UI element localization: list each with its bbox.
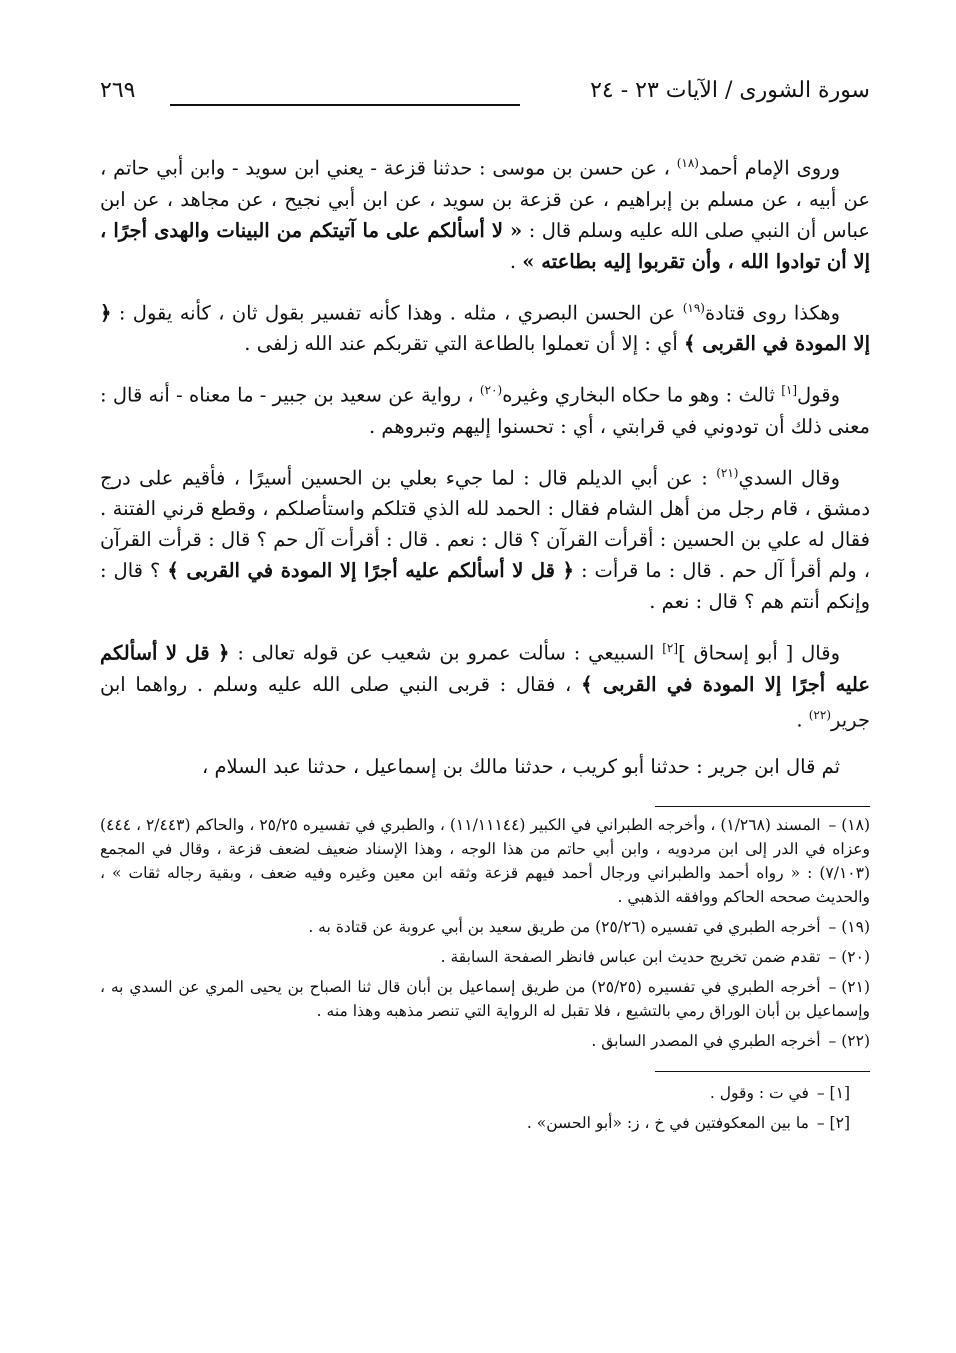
footnote-number: (٢٠) – xyxy=(828,948,870,966)
running-head xyxy=(100,78,870,118)
surah-heading: سورة الشورى / الآيات ٢٣ - ٢٤ xyxy=(590,78,870,103)
text-run: أي : إلا أن تعملوا بالطاعة التي تقربكم عند الله زلفى . xyxy=(244,332,685,355)
page-number: ٢٦٩ xyxy=(100,78,136,103)
hadith-quote: « لا أسألكم على ما آتيتكم من البينات والهدى أجرًا ، إلا أن توادوا الله ، وأن تقربوا إليه بطاعته » xyxy=(100,218,870,273)
footnote-ref: (١٩) xyxy=(682,300,705,315)
variants-divider xyxy=(655,1071,870,1072)
text-run: وروى الإمام أحمد xyxy=(698,156,841,180)
paragraph xyxy=(100,375,870,442)
variant-number: [٢] – xyxy=(816,1114,850,1132)
footnote-number: (٢١) – xyxy=(828,978,871,996)
variant-text: في ت : وقول . xyxy=(709,1084,809,1102)
text-run: وهكذا روى قتادة xyxy=(704,301,841,324)
variant-ref: [١] xyxy=(781,383,798,397)
footnote-number: (٢٢) – xyxy=(828,1032,870,1050)
footnote-text: أخرجه الطبري في تفسيره (٢٥/٢٥) من طريق إسماعيل بن أبان قال ثنا الصباح بن يحيى المري عن السدي به ، وإسماعيل بن أبان الوراق رمي بالتشيع ، فلا تقبل له الرواية التي تنصر مذهبه وهذا منه . xyxy=(100,978,870,1020)
paragraph xyxy=(100,458,870,618)
text-run: ثالث : وهو ما حكاه البخاري وغيره xyxy=(502,383,782,407)
quran-quote: ﴿ قل لا أسألكم عليه أجرًا إلا المودة في القربى ﴾ xyxy=(100,641,870,696)
manuscript-variants xyxy=(100,1080,870,1136)
quran-quote: ﴿ قل لا أسألكم عليه أجرًا إلا المودة في القربى ﴾ xyxy=(167,559,574,582)
footnote xyxy=(100,975,870,1023)
paragraph xyxy=(100,633,870,735)
text-run: ، رواية عن سعيد بن جبير - ما معناه - أنه قال : معنى ذلك أن تودوني في قرابتي ، أي : تحسنوا إليهم وتبروهم . xyxy=(100,383,870,438)
text-run: ؟ قال : وإنكم أنتم هم ؟ قال : نعم . xyxy=(100,559,870,613)
variant-text: ما بين المعكوفتين في خ ، ز: «أبو الحسن» . xyxy=(526,1114,809,1132)
footnote xyxy=(100,915,870,939)
footnote-text: تقدم ضمن تخريج حديث ابن عباس فانظر الصفحة السابقة . xyxy=(440,948,821,966)
text-run: وقال السدي xyxy=(738,466,840,489)
variant-note xyxy=(100,1110,870,1136)
text-run: . xyxy=(796,708,809,731)
text-run: وقول xyxy=(797,383,840,407)
footnote-ref: (٢٢) xyxy=(808,707,831,722)
paragraph xyxy=(100,148,870,277)
text-run: عن الحسن البصري ، مثله . وهذا كأنه تفسير بقول ثان ، كأنه يقول : xyxy=(111,301,683,324)
variant-ref: [٢] xyxy=(662,641,679,655)
variant-note xyxy=(100,1080,870,1106)
text-run: . xyxy=(509,249,523,273)
footnote xyxy=(100,945,870,969)
footnote-text: أخرجه الطبري في المصدر السابق . xyxy=(591,1032,821,1050)
text-run: وقال [ أبو إسحاق ] xyxy=(678,641,840,665)
text-run: ثم قال ابن جرير : حدثنا أبو كريب ، حدثنا مالك بن إسماعيل ، حدثنا عبد السلام ، xyxy=(201,755,840,778)
variant-number: [١] – xyxy=(816,1084,850,1102)
header-rule xyxy=(170,104,520,106)
footnotes-divider xyxy=(655,806,870,807)
footnote-ref: (٢١) xyxy=(716,465,739,480)
footnote-number: (١٩) – xyxy=(828,918,870,936)
text-run: : عن أبي الديلم قال : لما جيء بعلي بن الحسين أسيرًا ، فأقيم على درج دمشق ، قام رجل من أهل الشام فقال : الحمد لله الذي قتلكم واستأصلكم ، وقطع قرني الفتنة . فقال له علي بن الحسين : أقرأت القرآن ؟ قال : نعم . قال : أقرأت آل حم ؟ قال : قرأت القرآن ، ولم أقرأ آل حم . قال : ما قرأت : xyxy=(100,466,870,582)
book-page xyxy=(100,78,870,1140)
text-run: ، عن حسن بن موسى : حدثنا قزعة - يعني ابن سويد - وابن أبي حاتم ، عن أبيه ، عن مسلم بن إبراهيم ، عن قزعة بن سويد ، عن ابن أبي نجيح ، عن مجاهد ، عن ابن عباس أن النبي صلى الله عليه وسلم قال : xyxy=(100,156,871,242)
quran-quote: ﴿ إلا المودة في القربى ﴾ xyxy=(100,301,870,355)
paragraph xyxy=(100,751,870,782)
footnote-text: المسند (١/٢٦٨) ، وأخرجه الطبراني في الكبير (١١/١١١٤٤) ، والطبري في تفسيره ٢٥/٢٥ ، والحاكم (٢/٤٤٣ ، ٤٤٤) وعزاه في الدر إلى ابن مردويه ، وابن أبي حاتم من هذا الوجه ، وهذا الإسناد ضعيف لضعف قزعة ، وقال في المجمع (٧/١٠٣) : « رواه أحمد والطبراني ورجال أحمد فيهم قزعة وثقه ابن معين وغيره وفيه ضعف ، وبقية رجاله ثقات » ، والحديث صححه الحاكم ووافقه الذهبي . xyxy=(100,816,870,906)
footnote-text: أخرجه الطبري في تفسيره (٢٥/٢٦) من طريق سعيد بن أبي عروبة عن قتادة به . xyxy=(308,918,821,936)
footnote-number: (١٨) – xyxy=(828,816,870,834)
main-text xyxy=(100,148,870,782)
footnote-ref: (٢٠) xyxy=(479,383,503,397)
text-run: ، فقال : قربى النبي صلى الله عليه وسلم . رواهما ابن جرير xyxy=(100,672,870,731)
text-run: السبيعي : سألت عمرو بن شعيب عن قوله تعالى : xyxy=(229,641,663,665)
footnote xyxy=(100,813,870,909)
paragraph xyxy=(100,293,870,360)
footnote xyxy=(100,1029,870,1053)
footnote-ref: (١٨) xyxy=(676,156,699,170)
footnotes xyxy=(100,813,870,1053)
